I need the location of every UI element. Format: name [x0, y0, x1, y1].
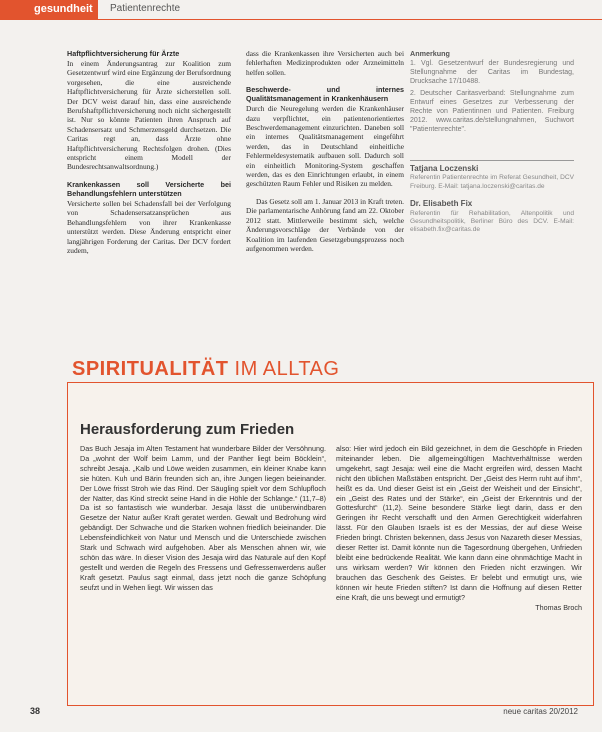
- heading: Krankenkassen soll Versicherte bei Behandlungsfehlern unterstützen: [67, 179, 231, 198]
- paragraph: Durch die Neuregelung werden die Krankenhäuser dazu verpflichtet, ein patientenorientiertes Beschwerdemanagement einzurichten. Daneben soll ein internes Qualitätsmanagement eingeführt werden, das in Deutschland einheitliche Fehlermeldesystematik aufbauen soll. Dadurch soll ein einheitlich Monitoring-System geschaffen werden, das es den Einrichtungen erlaubt, in einem geschützten Raum Fehler und Risiken zu melden.: [246, 104, 404, 189]
- section-tab: gesundheit: [0, 0, 98, 19]
- box-column-left: [80, 444, 326, 593]
- section-label: Patientenrechte: [110, 3, 181, 14]
- column-1: [67, 49, 231, 263]
- notes-heading: Anmerkung: [410, 49, 450, 58]
- heading: Haftpflichtversicherung für Ärzte: [67, 49, 180, 58]
- box-title: Herausforderung zum Frieden: [80, 421, 295, 438]
- page-number: 38: [30, 706, 41, 716]
- divider: [410, 160, 574, 161]
- author-name: Dr. Elisabeth Fix: [410, 199, 473, 209]
- column-2: [246, 49, 404, 261]
- author-info: Referentin Patientenrechte im Referat Gesundheit, DCV Freiburg. E-Mail: tatjana.loczenski@caritas.de: [410, 174, 574, 190]
- heading: Beschwerde- und internes Qualitätsmanagement in Krankenhäusern: [246, 85, 404, 104]
- spirituality-title: [72, 358, 339, 381]
- note-item: 2. Deutscher Caritasverband: Stellungnahme zum Entwurf eines Gesetzes zur Verbesserung der Rechte von Patientinnen und Patienten. Freiburg 2012. www.caritas.de/stellungnahmen, Suchwort "Patientenrechte".: [410, 90, 574, 133]
- author-name: Tatjana Loczenski: [410, 164, 479, 173]
- publication-name: neue caritas 20/2012: [503, 707, 578, 716]
- author-info: Referentin für Rehabilitation, Altenpolitik und Gesundheitspolitik, Berliner Büro des DCV. E-Mail: elisabeth.fix@caritas.de: [410, 209, 574, 234]
- note-item: 1. Vgl. Gesetzentwurf der Bundesregierung und Stellungnahme der Caritas im Bundestag, Drucksache 17/10488.: [410, 60, 574, 85]
- paragraph: dass die Krankenkassen ihre Versicherten auch bei fehlerhaften Medizinprodukten oder Arzneimitteln helfen sollen.: [246, 49, 404, 77]
- title-part-a: SPIRITUALITÄT: [72, 358, 229, 380]
- column-3: [410, 49, 574, 243]
- header-rule: [0, 19, 602, 20]
- signature: Thomas Broch: [535, 602, 582, 612]
- box-column-right: [336, 444, 582, 612]
- paragraph: also: Hier wird jedoch ein Bild gezeichnet, in dem die Geschöpfe in Frieden miteinander leben. Die allgemeingültigen Machtverhältnisse werden umgekehrt, sagt Jesaja: weil eine die Macht ergreifen wird, dessen Macht nicht den üblichen Maßstäben entspricht. Der „Geist des Herrn ruht auf ihm“, heißt es da. Und dieser Geist ist ein „Geist der Weisheit und der Einsicht“, ein „Geist des Rates und der Stärke“, ein „Geist der Erkenntnis und der Gottesfurcht“ (11,2). Seine besondere Stärke liegt darin, dass er den Geringen ihr Recht verschafft und den Armen Gerechtigkeit widerfahren lässt. Für den Glauben Israels ist es der Messias, der auf diese Weise Frieden bringt. Christen bekennen, dass Jesus von Nazareth dieser Messias, dieser Retter ist. Damit könnte nun die Tagesordnung übergehen, Unfrieden bleibt eine bedrückende Realität. Wie kann dann eine ohnmächtige Macht in uns wirksam werden? Wir können den Frieden nicht erzwingen. Wir brauchen das Geschenk des Geistes. Er belebt und ermutigt uns, wie können wir heute Frieden stiften? Ist dann die Hoffnung auf diesen Retter eine Kraft, die uns bewegt und ermutigt?: [336, 444, 582, 602]
- paragraph: Das Gesetz soll am 1. Januar 2013 in Kraft treten. Die parlamentarische Anhörung fand am 22. Oktober 2012 statt. Mittlerweile bestimmt sich, welche Änderungsvorschläge der Verbände von der Koalition im laufenden Gesetzgebungsprozess noch aufgenommen werden.: [246, 196, 404, 253]
- paragraph: Versicherte sollen bei Schadensfall bei der Verfolgung von Schadensersatzansprüchen aus Behandlungsfehlern von ihrer Krankenkasse unterstützt werden. Diese Änderung entspricht einer langjährigen Forderung der Caritas. Der DCV fordert zudem,: [67, 198, 231, 255]
- paragraph: Das Buch Jesaja im Alten Testament hat wunderbare Bilder der Versöhnung. Da „wohnt der Wolf beim Lamm, und der Panther liegt beim Böcklein“, schreibt Jesaja. „Kalb und Löwe weiden zusammen, ein kleiner Knabe kann sie hüten. Kuh und Bärin freunden sich an, ihre Jungen liegen beieinander. Der Löwe frisst Stroh wie das Rind. Der Säugling spielt vor dem Schlupfloch der Natter, das Kind streckt seine Hand in die Höhle der Schlange.“ (11,7–8) Da ist so fantastisch wie wunderbar. Jesaja lässt die unüberwindbaren Gesetze der Natur außer Kraft geratet werden. Gewalt und Bedrohung wird gebändigt. Der Schwache und die Starken wohnen friedlich beieinander. Die Lebensfeindlichkeit von Natur und Mensch und die Unterschiede zwischen Stark und Schwach wird aufgehoben. Aber als Menschen ahnen wir, wie schön das wäre. In dieser Vision des Jesaja wird das Naturale auf den Kopf gestellt und werden die Regeln des Fressens und Gefressenwerdens außer Kraft gesetzt. Paulus sagt einmal, dass jetzt noch die ganze Schöpfung seufzt und in Wehen liegt. Wir wissen das: [80, 444, 326, 592]
- title-part-b: IM ALLTAG: [228, 358, 340, 380]
- paragraph: In einem Änderungsantrag zur Koalition zum Gesetzentwurf wird eine Ergänzung der Berufsordnung vorgesehen, die eine ausreichende Haftpflichtversicherung für Ärzte sicherstellen soll. Der DCV weist darauf hin, dass eine ausreichende Berufshaftpflichtversicherung noch nicht sichergestellt ist. Nur so könnte Patienten ihren Anspruch auf Schadensersatz und Schmerzensgeld durchsetzen. Die Caritas regt an, dass Ärzte ohne Haftpflichtversicherung Rechtsfolgen drohen. (Dies entspricht einem Modell der Bundesrechtsanwaltsordnung.): [67, 59, 231, 172]
